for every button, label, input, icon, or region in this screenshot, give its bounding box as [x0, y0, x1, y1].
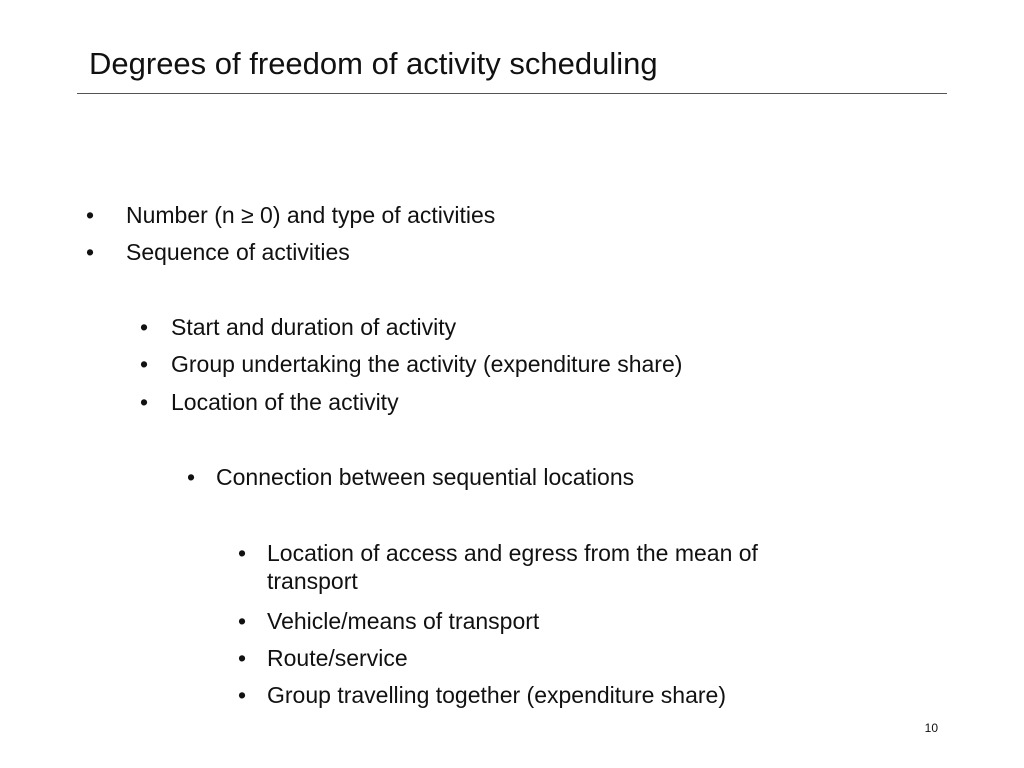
bullet-dot-icon: •: [140, 351, 149, 377]
bullet-dot-icon: •: [238, 608, 247, 634]
slide-title: Degrees of freedom of activity scheduling: [89, 46, 658, 81]
bullet-item-start-duration: [140, 313, 457, 341]
bullet-text: Route/service: [267, 645, 408, 671]
title-divider: [77, 93, 947, 94]
bullet-dot-icon: •: [238, 682, 247, 708]
bullet-dot-icon: •: [140, 389, 149, 415]
bullet-dot-icon: •: [238, 540, 247, 566]
bullet-text-line1: Location of access and egress from the mean of: [267, 540, 758, 566]
bullet-dot-icon: •: [86, 202, 95, 228]
bullet-dot-icon: •: [140, 314, 149, 340]
bullet-item-access-egress: [238, 539, 758, 595]
bullet-dot-icon: •: [238, 645, 247, 671]
bullet-item-sequence: [86, 238, 350, 266]
bullet-text: Location of the activity: [171, 389, 399, 415]
bullet-text: Start and duration of activity: [171, 314, 457, 340]
bullet-item-vehicle: [238, 607, 540, 635]
bullet-item-connection: [187, 463, 635, 491]
bullet-text-line2: transport: [267, 568, 358, 594]
bullet-text: Group undertaking the activity (expenditure share): [171, 351, 683, 377]
bullet-item-group-travelling: [238, 681, 726, 709]
bullet-dot-icon: •: [187, 464, 196, 490]
bullet-item-location: [140, 388, 399, 416]
bullet-item-group-undertaking: [140, 350, 683, 378]
bullet-text: Group travelling together (expenditure share): [267, 682, 726, 708]
bullet-text: Connection between sequential locations: [216, 464, 635, 490]
bullet-text: Number (n ≥ 0) and type of activities: [126, 202, 496, 228]
bullet-text: Sequence of activities: [126, 239, 350, 265]
page-number: 10: [924, 721, 938, 735]
bullet-item-route: [238, 644, 408, 672]
bullet-text: Vehicle/means of transport: [267, 608, 540, 634]
bullet-dot-icon: •: [86, 239, 95, 265]
bullet-item-number-type: [86, 201, 496, 229]
